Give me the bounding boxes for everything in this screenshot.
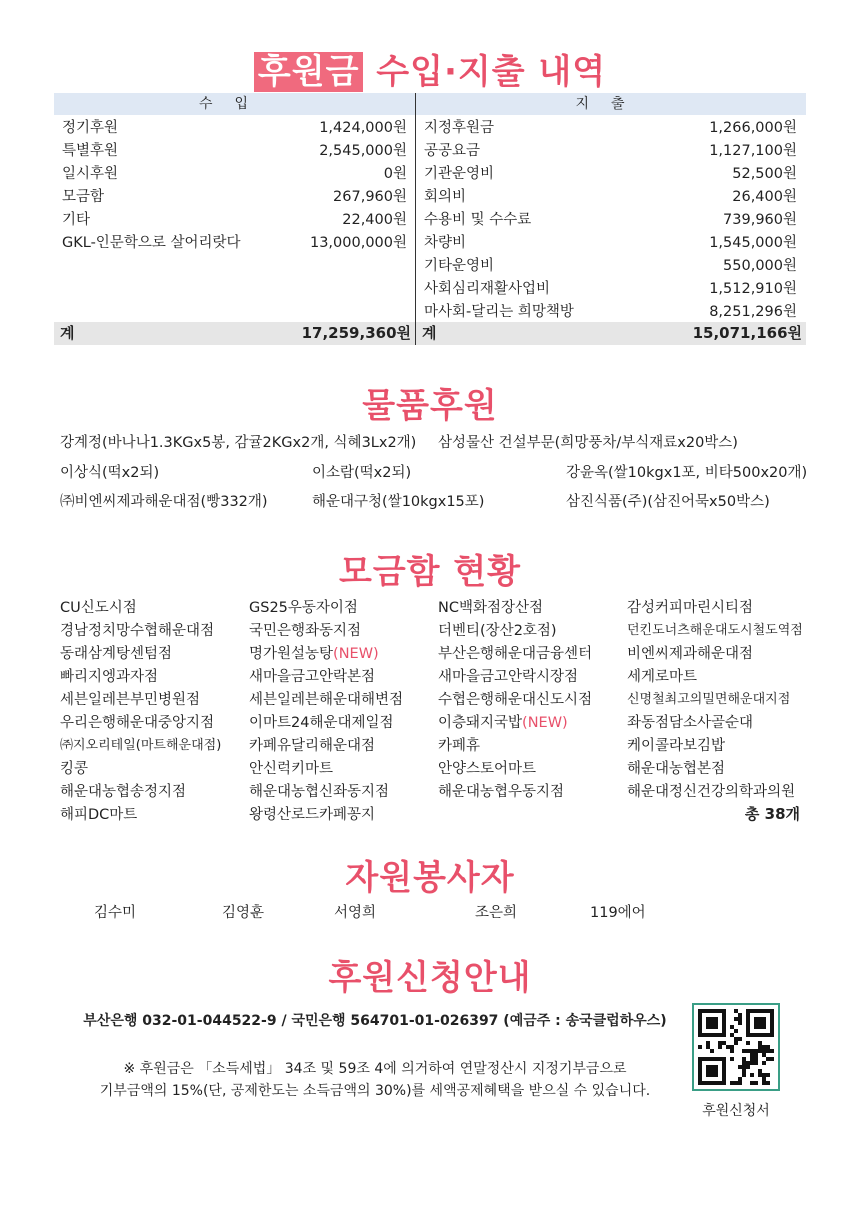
expense-label: 기관운영비 [424, 166, 495, 182]
expense-amount: 1,127,100원 [709, 143, 797, 159]
tax-note-line2: 기부금액의 15%(단, 공제한도는 소득금액의 30%)를 세액공제혜택을 받으실 수 있습니다. [99, 1083, 651, 1099]
expense-row [424, 117, 797, 140]
finance-title-rest: 수입·지출 내역 [363, 52, 607, 92]
expense-amount: 1,266,000원 [709, 120, 797, 136]
qr-caption: 후원신청서 [702, 1103, 770, 1119]
box-location: 수협은행해운대신도시점 [438, 692, 593, 708]
expense-row [424, 163, 797, 186]
box-location: 명가원설농탕(NEW) [249, 646, 379, 662]
income-amount: 1,424,000원 [319, 120, 407, 136]
box-location: 우리은행해운대중앙지점 [60, 715, 215, 731]
income-total-label: 계 [60, 324, 75, 342]
income-row [62, 163, 407, 186]
expense-amount: 739,960원 [723, 212, 797, 228]
volunteer-name: 조은희 [475, 905, 518, 921]
volunteer-title: 자원봉사자 [345, 858, 515, 898]
goods-item: 이상식(떡x2되) [60, 465, 160, 481]
box-location: 부산은행해운대금융센터 [438, 646, 593, 662]
income-label: 특별후원 [62, 143, 119, 159]
volunteer-name: 서영희 [334, 905, 377, 921]
box-location: 좌동점담소사골순대 [627, 715, 754, 731]
expense-label: 기타운영비 [424, 258, 495, 274]
box-location: 비엔씨제과해운대점 [627, 646, 754, 662]
goods-item: 삼성물산 건설부문(희망풍차/부식재료x20박스) [438, 435, 738, 451]
box-location: 세븐일레븐해운대해변점 [249, 692, 404, 708]
box-location: 빠리지엥과자점 [60, 669, 159, 685]
expense-row [424, 301, 797, 324]
expense-label: 마사회-달리는 희망책방 [424, 304, 574, 320]
income-row [62, 209, 407, 232]
box-location: CU신도시점 [60, 600, 137, 616]
finance-table [54, 93, 806, 345]
table-divider [415, 93, 416, 345]
expense-label: 공공요금 [424, 143, 481, 159]
expense-row [424, 255, 797, 278]
expense-row [424, 186, 797, 209]
box-location: 해피DC마트 [60, 807, 138, 823]
expense-list [424, 117, 797, 324]
expense-amount: 550,000원 [723, 258, 797, 274]
box-location: 이마트24해운대제일점 [249, 715, 394, 731]
goods-item: 삼진식품(주)(삼진어묵x50박스) [566, 494, 770, 510]
expense-label: 사회심리재활사업비 [424, 281, 551, 297]
goods-item: 강계정(바나나1.3KGx5봉, 감귤2KGx2개, 식혜3Lx2개) [60, 435, 417, 451]
income-label: 정기후원 [62, 120, 119, 136]
expense-row [424, 140, 797, 163]
box-location: 더벤티(장산2호점) [438, 623, 557, 639]
box-location: 왕령산로드카페꽁지 [249, 807, 376, 823]
expense-amount: 52,500원 [732, 166, 797, 182]
box-location: 던킨도너츠해운대도시철도역점 [627, 623, 803, 638]
finance-title-highlight: 후원금 [254, 52, 364, 92]
expense-row [424, 232, 797, 255]
goods-item: 해운대구청(쌀10kgx15포) [312, 494, 485, 510]
box-title: 모금함 현황 [338, 552, 522, 592]
box-location: 해운대농협송정지점 [60, 784, 187, 800]
box-location: 국민은행좌동지점 [249, 623, 362, 639]
box-location: 안신럭키마트 [249, 761, 334, 777]
expense-amount: 26,400원 [732, 189, 797, 205]
expense-amount: 8,251,296원 [709, 304, 797, 320]
income-amount: 0원 [383, 166, 407, 182]
goods-item: 이소람(떡x2되) [312, 465, 412, 481]
box-location: 동래삼계탕센텀점 [60, 646, 173, 662]
income-amount: 2,545,000원 [319, 143, 407, 159]
income-row [62, 186, 407, 209]
expense-label: 지정후원금 [424, 120, 495, 136]
volunteer-name: 김영훈 [222, 905, 265, 921]
income-label: 모금함 [62, 189, 105, 205]
income-amount: 13,000,000원 [309, 235, 407, 251]
income-list [62, 117, 407, 255]
qr-code-icon[interactable] [692, 1003, 780, 1091]
expense-amount: 1,545,000원 [709, 235, 797, 251]
income-amount: 267,960원 [333, 189, 407, 205]
qr-code-graphic [698, 1009, 774, 1085]
box-location: 세게로마트 [627, 669, 698, 685]
goods-title: 물품후원 [362, 386, 498, 426]
box-location: 케이콜라보김밥 [627, 738, 726, 754]
bank-accounts: 부산은행 032-01-044522-9 / 국민은행 564701-01-026397 (예금주 : 송국클럽하우스) [83, 1013, 667, 1029]
box-location: 이층돼지국밥(NEW) [438, 715, 568, 731]
box-location: 세븐일레븐부민병원점 [60, 692, 201, 708]
income-total-row [54, 322, 415, 345]
income-row [62, 232, 407, 255]
box-total: 총 38개 [744, 805, 800, 823]
income-label: 기타 [62, 212, 91, 228]
goods-item: 강윤옥(쌀10kgx1포, 비타500x20개) [566, 465, 808, 481]
income-header: 수입 [54, 93, 415, 115]
box-location: 킹콩 [60, 761, 89, 777]
income-amount: 22,400원 [342, 212, 407, 228]
finance-title [0, 44, 860, 93]
box-location: NC백화점장산점 [438, 600, 544, 616]
expense-total-row [416, 322, 806, 345]
box-location: 새마을금고안락본점 [249, 669, 376, 685]
box-location: 새마을금고안락시장점 [438, 669, 579, 685]
new-tag: (NEW) [333, 646, 379, 662]
box-location: 해운대농협우동지점 [438, 784, 565, 800]
expense-row [424, 209, 797, 232]
expense-row [424, 278, 797, 301]
income-row [62, 140, 407, 163]
expense-label: 회의비 [424, 189, 467, 205]
goods-item: ㈜비엔씨제과해운대점(빵332개) [60, 494, 268, 510]
box-location: 카페유달리해운대점 [249, 738, 376, 754]
box-location: 해운대농협본점 [627, 761, 726, 777]
income-total-amount: 17,259,360원 [301, 324, 411, 342]
volunteer-name: 119에어 [590, 905, 646, 921]
tax-note-line1: ※ 후원금은 「소득세법」 34조 및 59조 4에 의거하여 연말정산시 지정기부금으로 [123, 1061, 627, 1077]
box-location: GS25우동자이점 [249, 600, 358, 616]
expense-total-label: 계 [422, 324, 437, 342]
expense-header: 지출 [416, 93, 806, 115]
income-row [62, 117, 407, 140]
guide-title: 후원신청안내 [328, 958, 532, 998]
box-location: 안양스토어마트 [438, 761, 537, 777]
box-location: 해운대농협신좌동지점 [249, 784, 390, 800]
income-label: 일시후원 [62, 166, 119, 182]
box-location: 경남정치망수협해운대점 [60, 623, 215, 639]
expense-total-amount: 15,071,166원 [692, 324, 802, 342]
box-location: ㈜지오리테일(마트해운대점) [60, 738, 222, 753]
volunteer-name: 김수미 [94, 905, 137, 921]
expense-label: 수용비 및 수수료 [424, 212, 532, 228]
box-location: 해운대정신건강의학과의원 [627, 784, 796, 800]
income-label: GKL-인문학으로 살어리랏다 [62, 235, 241, 251]
expense-amount: 1,512,910원 [709, 281, 797, 297]
box-location: 카페휴 [438, 738, 481, 754]
box-location: 신명철최고의밀면해운대지점 [627, 692, 791, 707]
expense-label: 차량비 [424, 235, 467, 251]
new-tag: (NEW) [522, 715, 568, 731]
box-location: 감성커피마린시티점 [627, 600, 754, 616]
